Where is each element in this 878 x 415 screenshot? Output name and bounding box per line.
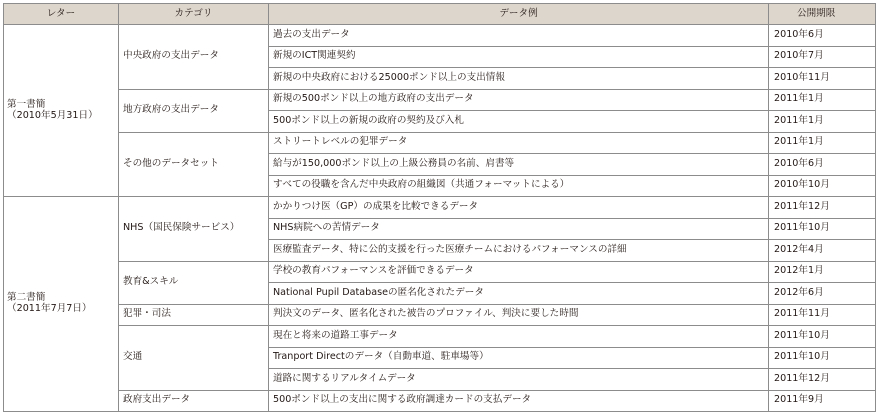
example-cell: 判決文のデータ、匿名化された被告のプロファイル、判決に要した時間	[269, 304, 769, 326]
example-cell: すべての役職を含んだ中央政府の組織図（共通フォーマットによる）	[269, 175, 769, 197]
date-cell: 2012年6月	[769, 283, 876, 305]
example-cell: NHS病院への苦情データ	[269, 218, 769, 240]
example-cell: Tranport Directのデータ（自動車道、駐車場等）	[269, 347, 769, 369]
date-cell: 2011年12月	[769, 369, 876, 391]
date-cell: 2011年10月	[769, 326, 876, 348]
example-cell: ストリートレベルの犯罪データ	[269, 132, 769, 154]
letter-cell	[4, 25, 119, 197]
date-cell: 2011年10月	[769, 347, 876, 369]
date-cell: 2011年10月	[769, 218, 876, 240]
example-cell: National Pupil Databaseの匿名化されたデータ	[269, 283, 769, 305]
date-cell: 2011年9月	[769, 390, 876, 412]
example-cell: かかりつけ医（GP）の成果を比較できるデータ	[269, 197, 769, 219]
table-row	[4, 326, 876, 348]
header-letter: レター	[4, 4, 119, 25]
letter-name: 第一書簡	[7, 98, 46, 110]
example-cell: 学校の教育パフォーマンスを評価できるデータ	[269, 261, 769, 283]
example-cell: 給与が150,000ポンド以上の上級公務員の名前、肩書等	[269, 154, 769, 176]
category-cell: その他のデータセット	[119, 132, 269, 197]
letter-name: 第二書簡	[7, 292, 46, 304]
letter-cell	[4, 197, 119, 412]
date-cell: 2010年6月	[769, 154, 876, 176]
example-cell: 新規のICT関連契約	[269, 46, 769, 68]
example-cell: 新規の中央政府における25000ポンド以上の支出情報	[269, 68, 769, 90]
example-cell: 500ポンド以上の新規の政府の契約及び入札	[269, 111, 769, 133]
table-row	[4, 304, 876, 326]
category-cell: 教育&スキル	[119, 261, 269, 304]
date-cell: 2011年11月	[769, 304, 876, 326]
category-cell: 地方政府の支出データ	[119, 89, 269, 132]
date-cell: 2011年1月	[769, 89, 876, 111]
category-cell: 中央政府の支出データ	[119, 25, 269, 90]
date-cell: 2012年1月	[769, 261, 876, 283]
table-row	[4, 261, 876, 283]
example-cell: 新規の500ポンド以上の地方政府の支出データ	[269, 89, 769, 111]
header-example: データ例	[269, 4, 769, 25]
date-cell: 2010年11月	[769, 68, 876, 90]
date-cell: 2010年7月	[769, 46, 876, 68]
example-cell: 過去の支出データ	[269, 25, 769, 47]
table-row	[4, 390, 876, 412]
open-data-table	[3, 3, 876, 412]
header-date: 公開期限	[769, 4, 876, 25]
table-row	[4, 132, 876, 154]
example-cell: 現在と将来の道路工事データ	[269, 326, 769, 348]
category-cell: NHS（国民保険サービス）	[119, 197, 269, 262]
table-row	[4, 25, 876, 47]
date-cell: 2012年4月	[769, 240, 876, 262]
letter-date: （2010年5月31日）	[7, 109, 98, 121]
category-cell: 政府支出データ	[119, 390, 269, 412]
header-row	[4, 4, 876, 25]
date-cell: 2011年1月	[769, 111, 876, 133]
date-cell: 2010年6月	[769, 25, 876, 47]
example-cell: 医療監査データ、特に公的支援を行った医療チームにおけるパフォーマンスの詳細	[269, 240, 769, 262]
letter-date: （2011年7月7日）	[7, 303, 92, 314]
header-category: カテゴリ	[119, 4, 269, 25]
example-cell: 500ポンド以上の支出に関する政府調達カードの支払データ	[269, 390, 769, 412]
date-cell: 2011年12月	[769, 197, 876, 219]
category-cell: 交通	[119, 326, 269, 391]
category-cell: 犯罪・司法	[119, 304, 269, 326]
date-cell: 2010年10月	[769, 175, 876, 197]
date-cell: 2011年1月	[769, 132, 876, 154]
example-cell: 道路に関するリアルタイムデータ	[269, 369, 769, 391]
table-row	[4, 89, 876, 111]
table-row	[4, 197, 876, 219]
